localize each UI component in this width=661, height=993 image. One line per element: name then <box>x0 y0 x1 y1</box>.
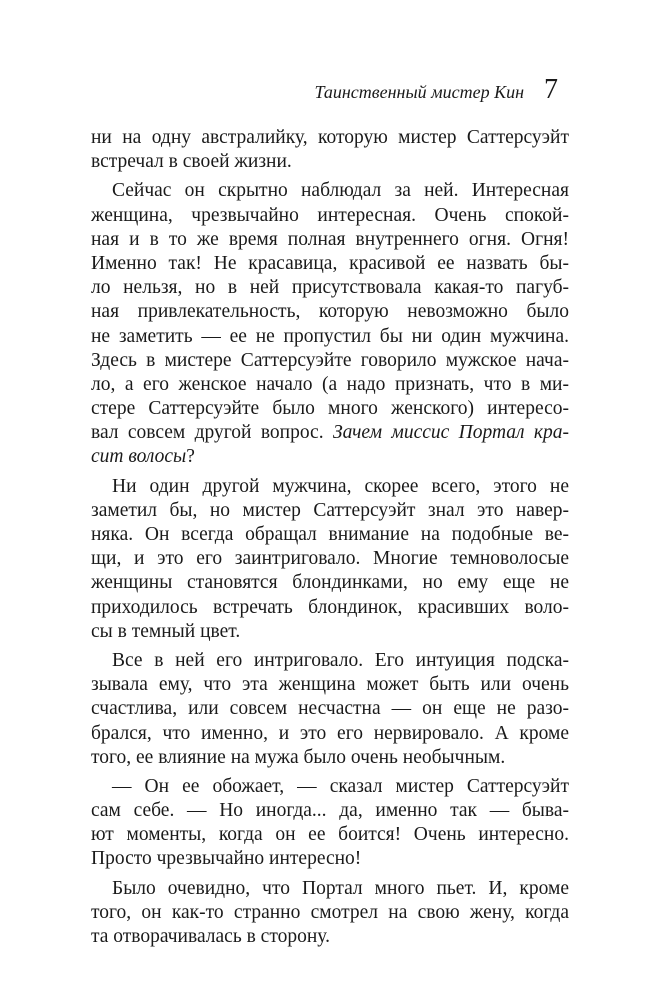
text-run: ? <box>186 446 195 468</box>
text-line: та отворачивалась в сторону. <box>91 926 330 947</box>
text-line: счастлива, или совсем несчастна — он еще не разо- <box>91 698 569 720</box>
text-run: вал совсем другой вопрос. <box>91 422 324 444</box>
running-title: Таинственный мистер Кин <box>314 82 524 102</box>
text-line: ло, а его женское начало (а надо признать, что в ми- <box>91 373 569 395</box>
text-line: ная и в то же время полная внутреннего огня. Огня! <box>91 228 569 250</box>
text-line: того, ее влияние на мужа было очень необычным. <box>91 746 506 768</box>
text-line: зывала ему, что эта женщина может быть или очень <box>91 674 569 696</box>
text-line: встречал в своей жизни. <box>91 151 292 173</box>
paragraph <box>91 179 569 469</box>
paragraph <box>91 775 569 872</box>
text-line: Здесь в мистере Саттерсуэйте говорило мужское нача- <box>91 349 569 371</box>
text-line <box>91 445 569 469</box>
text-line: брался, что именно, и это его нервировало. А кроме <box>91 722 569 744</box>
text-line: приходилось встречать блондинок, красивших воло- <box>91 596 569 618</box>
text-line: Ни один другой мужчина, скорее всего, этого не <box>112 475 569 497</box>
text-line: Все в ней его интриговало. Его интуиция подска- <box>112 649 569 671</box>
text-line: стере Саттерсуэйте было много женского) интересо- <box>91 398 569 420</box>
text-line: сы в темный цвет. <box>91 620 241 642</box>
text-line: женщины становятся блондинками, но ему еще не <box>91 572 569 594</box>
text-line <box>91 421 569 445</box>
text-line: щи, и это его заинтриговало. Многие темноволосые <box>91 548 569 570</box>
text-line: ют моменты, когда он ее боится! Очень интересно. <box>91 824 569 846</box>
paragraph <box>91 126 569 174</box>
text-line: ло нельзя, но в ней присутствовала какая-то пагуб- <box>91 277 569 299</box>
text-line: Сейчас он скрытно наблюдал за ней. Интересная <box>112 180 569 202</box>
text-line: — Он ее обожает, — сказал мистер Саттерсуэйт <box>112 775 569 797</box>
italic-run: Зачем миссис Портал кра- <box>332 422 569 444</box>
body-text <box>91 126 569 949</box>
text-line: не заметить — ее не пропустил бы ни один мужчина. <box>91 325 569 347</box>
italic-run: сит волосы <box>91 446 187 468</box>
text-line: Именно так! Не красавица, красивой ее назвать бы- <box>91 252 569 274</box>
text-line: Было очевидно, что Портал много пьет. И, кроме <box>112 877 569 899</box>
text-line: Просто чрезвычайно интересно! <box>91 848 362 870</box>
text-line: ная привлекательность, которую невозможно было <box>91 301 569 323</box>
text-line: ни на одну австралийку, которую мистер Саттерсуэйт <box>91 127 569 148</box>
paragraph <box>91 475 569 644</box>
paragraph <box>91 877 569 950</box>
running-head <box>315 74 558 106</box>
text-line: няка. Он всегда обращал внимание на подобные ве- <box>91 524 569 545</box>
text-line: сам себе. — Но иногда... да, именно так — быва- <box>91 800 569 822</box>
text-line: женщина, чрезвычайно интересная. Очень спокой- <box>91 204 569 226</box>
page-number: 7 <box>544 74 558 105</box>
paragraph <box>91 649 569 770</box>
text-line: того, он как-то странно смотрел на свою жену, когда <box>91 901 569 923</box>
text-line: заметил бы, но мистер Саттерсуэйт знал это навер- <box>91 499 569 521</box>
